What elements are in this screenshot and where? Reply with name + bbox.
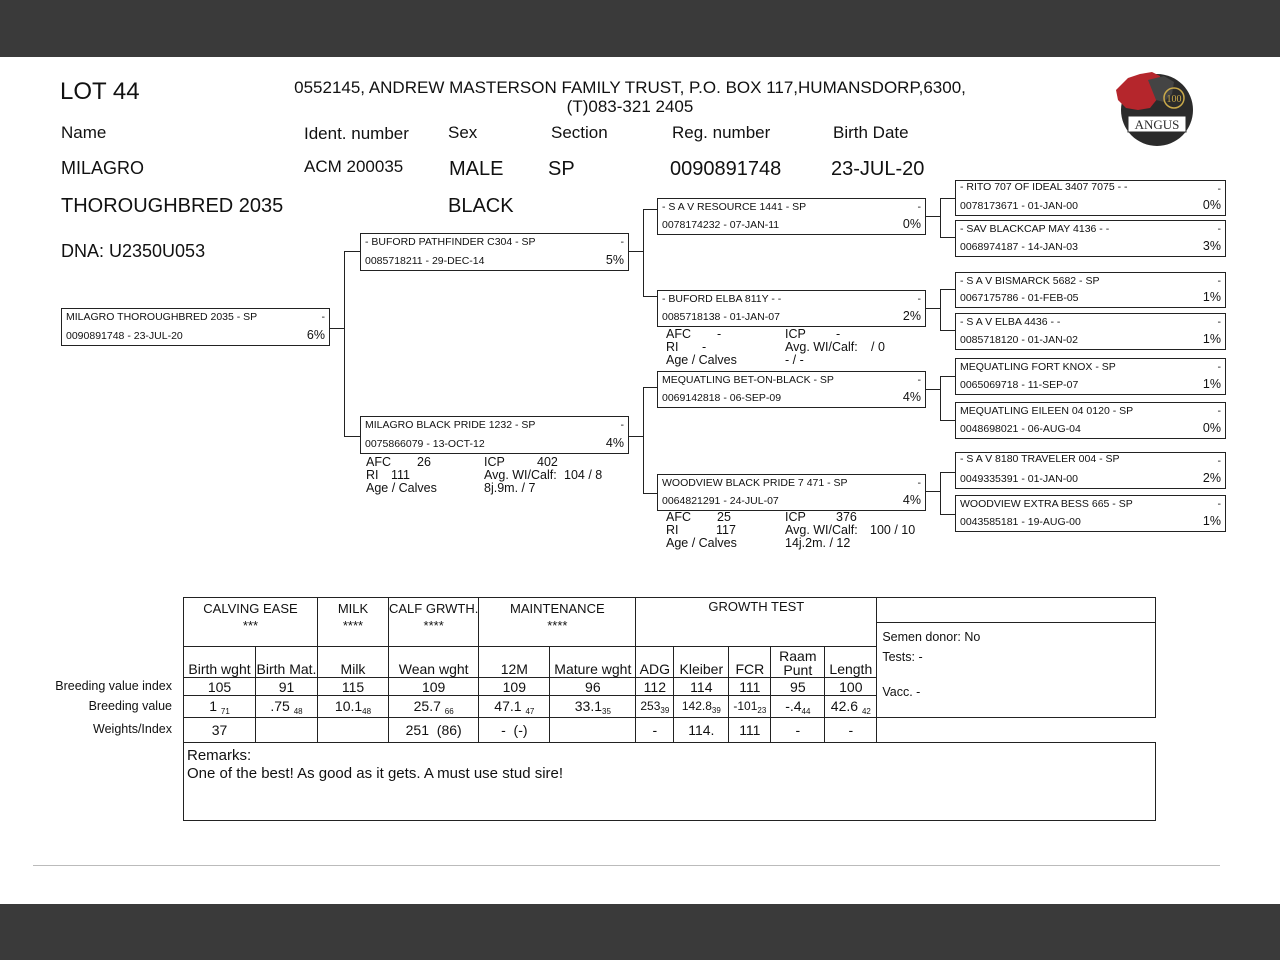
pedigree-dash: - bbox=[1217, 361, 1221, 373]
pedigree-reg: 0078173671 - 01-JAN-00 bbox=[960, 200, 1078, 212]
pedigree-box-sire-dam bbox=[657, 290, 926, 327]
connector bbox=[940, 237, 955, 238]
col-birth-mat: Birth Mat. bbox=[256, 647, 318, 678]
pedigree-dash: - bbox=[1217, 405, 1221, 417]
pedigree-box-subject bbox=[61, 308, 330, 346]
bv-cell: 25.7 $_{66}$ bbox=[389, 696, 479, 718]
perf-afc: 26 bbox=[417, 455, 431, 469]
col-12m: 12M bbox=[479, 647, 550, 678]
index-cell: 95 bbox=[771, 678, 825, 696]
perf-icp: 376 bbox=[836, 510, 857, 524]
pedigree-dash: - bbox=[620, 236, 624, 248]
perf-age-label: Age / Calves bbox=[366, 481, 437, 495]
perf-avg: / 0 bbox=[871, 340, 885, 354]
pedigree-name: - BUFORD PATHFINDER C304 - SP bbox=[365, 236, 536, 248]
calf-stars: **** bbox=[423, 618, 444, 633]
pedigree-pct: 1% bbox=[1202, 290, 1221, 304]
col-wean-wght: Wean wght bbox=[389, 647, 479, 678]
connector bbox=[344, 436, 360, 437]
index-cell: 109 bbox=[389, 678, 479, 696]
tests: Tests: - bbox=[882, 650, 923, 664]
connector bbox=[940, 289, 955, 290]
pedigree-pct: 0% bbox=[1202, 198, 1221, 212]
pedigree-dash: - bbox=[620, 419, 624, 431]
pedigree-reg: 0064821291 - 24-JUL-07 bbox=[662, 495, 779, 507]
group-growth-test bbox=[636, 598, 877, 647]
weight-cell bbox=[256, 718, 318, 743]
pedigree-name: - S A V RESOURCE 1441 - SP bbox=[662, 201, 807, 213]
pedigree-pct: 2% bbox=[1202, 471, 1221, 485]
pedigree-dash: - bbox=[917, 374, 921, 386]
pedigree-dash: - bbox=[917, 477, 921, 489]
perf-age: - / - bbox=[785, 353, 804, 367]
reg-value: 0090891748 bbox=[670, 158, 782, 180]
birth-label: Birth Date bbox=[833, 123, 909, 142]
pedigree-dash: - bbox=[1217, 316, 1221, 328]
perf-icp: - bbox=[836, 327, 841, 341]
milk-stars: **** bbox=[342, 618, 364, 633]
connector bbox=[643, 493, 657, 494]
remarks-cell bbox=[184, 743, 1156, 821]
index-cell: 109 bbox=[479, 678, 550, 696]
group-milk-label: MILK bbox=[337, 601, 369, 616]
bv-cell: 42.6 $_{42}$ bbox=[825, 696, 877, 718]
pedigree-reg: 0067175786 - 01-FEB-05 bbox=[960, 292, 1079, 304]
row-label-bv: Breeding value bbox=[88, 699, 172, 713]
pedigree-pct: 0% bbox=[902, 217, 921, 231]
perf-ri-label: RI bbox=[666, 523, 679, 537]
perf-avg: 104 / 8 bbox=[564, 468, 603, 482]
pedigree-name: - S A V ELBA 4436 - - bbox=[960, 316, 1061, 328]
lot-number: LOT 44 bbox=[60, 78, 140, 105]
connector bbox=[925, 491, 940, 492]
col-milk: Milk bbox=[318, 647, 389, 678]
connector bbox=[925, 389, 940, 390]
connector bbox=[925, 308, 940, 309]
perf-afc-label: AFC bbox=[666, 510, 691, 524]
weight-cell: - bbox=[771, 718, 825, 743]
animal-name-line-1: MILAGRO bbox=[61, 158, 145, 178]
perf-ri-label: RI bbox=[366, 468, 379, 482]
perf-afc: - bbox=[717, 327, 722, 341]
perf-afc-label: AFC bbox=[366, 455, 391, 469]
pedigree-name: MILAGRO THOROUGHBRED 2035 - SP bbox=[66, 311, 258, 323]
perf-avg-label: Avg. WI/Calf: bbox=[785, 340, 858, 354]
ident-label: Ident. number bbox=[304, 124, 409, 143]
perf-dam-dam bbox=[666, 511, 926, 553]
pedigree-pct: 1% bbox=[1202, 332, 1221, 346]
section-label: Section bbox=[551, 123, 608, 142]
pedigree-box-sire-sire bbox=[657, 198, 926, 235]
bottom-bar bbox=[0, 904, 1280, 960]
birth-value: 23-JUL-20 bbox=[831, 158, 925, 180]
bv-cell: $142.8_{39}$ bbox=[674, 696, 729, 718]
divider bbox=[33, 865, 1220, 866]
side-info bbox=[877, 598, 1156, 718]
group-maint-label: MAINTENANCE bbox=[510, 601, 605, 616]
perf-icp: 402 bbox=[537, 455, 558, 469]
connector bbox=[344, 251, 360, 252]
color-value: BLACK bbox=[448, 195, 514, 217]
connector bbox=[643, 296, 657, 297]
pedigree-box-dam-dam bbox=[657, 474, 926, 511]
pedigree-pct: 3% bbox=[1202, 239, 1221, 253]
pedigree-dash: - bbox=[917, 293, 921, 305]
bv-cell: $253_{39}$ bbox=[636, 696, 674, 718]
connector bbox=[940, 376, 941, 420]
pedigree-dash: - bbox=[321, 311, 325, 323]
pedigree-name: WOODVIEW EXTRA BESS 665 - SP bbox=[960, 498, 1133, 510]
remarks-label: Remarks: bbox=[187, 747, 252, 764]
connector bbox=[628, 251, 643, 252]
vaccination: Vacc. - bbox=[882, 685, 921, 699]
pedigree-reg: 0085718120 - 01-JAN-02 bbox=[960, 334, 1078, 346]
pedigree-name: - S A V BISMARCK 5682 - SP bbox=[960, 275, 1100, 287]
col-raam-punt: Raam Punt bbox=[771, 647, 825, 678]
bv-cell: 47.1 $_{47}$ bbox=[479, 696, 550, 718]
col-birth-wght: Birth wght bbox=[184, 647, 256, 678]
remarks-text: One of the best! As good as it gets. A must use stud sire! bbox=[187, 765, 564, 782]
semen-donor: Semen donor: No bbox=[882, 630, 981, 644]
calving-stars: *** bbox=[242, 618, 259, 633]
connector bbox=[940, 472, 941, 514]
connector bbox=[925, 216, 940, 217]
pedigree-reg: 0043585181 - 19-AUG-00 bbox=[960, 516, 1081, 528]
pedigree-pct: 1% bbox=[1202, 514, 1221, 528]
connector bbox=[643, 387, 657, 388]
index-cell: 112 bbox=[636, 678, 674, 696]
pedigree-reg: 0085718211 - 29-DEC-14 bbox=[365, 255, 485, 267]
col-adg: ADG bbox=[636, 647, 674, 678]
weight-cell: - bbox=[825, 718, 877, 743]
weight-cell: 111 bbox=[729, 718, 771, 743]
pedigree-dash: - bbox=[917, 201, 921, 213]
sex-label: Sex bbox=[448, 123, 478, 142]
weight-cell: 114. bbox=[674, 718, 729, 743]
perf-sire-dam bbox=[666, 328, 926, 370]
group-calf-label: CALF GRWTH. bbox=[389, 601, 479, 616]
logo-badge: 100 bbox=[1166, 94, 1182, 105]
pedigree-box-sire bbox=[360, 233, 629, 271]
pedigree-pct: 4% bbox=[902, 390, 921, 404]
pedigree-box-gg3 bbox=[955, 272, 1226, 308]
pedigree-reg: 0068974187 - 14-JAN-03 bbox=[960, 241, 1078, 253]
index-cell: 111 bbox=[729, 678, 771, 696]
group-growth-label: GROWTH TEST bbox=[708, 599, 805, 614]
perf-dam bbox=[366, 456, 626, 498]
reg-label: Reg. number bbox=[672, 123, 771, 142]
connector bbox=[643, 209, 644, 296]
connector bbox=[940, 514, 955, 515]
group-milk bbox=[318, 598, 389, 647]
weights-row bbox=[184, 718, 1156, 743]
group-calving-label: CALVING EASE bbox=[203, 601, 298, 616]
weight-cell: 37 bbox=[184, 718, 256, 743]
perf-afc: 25 bbox=[717, 510, 731, 524]
connector bbox=[940, 289, 941, 330]
connector bbox=[643, 209, 657, 210]
group-calf-growth bbox=[389, 598, 479, 647]
connector bbox=[940, 420, 955, 421]
angus-logo bbox=[1112, 68, 1196, 148]
pedigree-pct: 5% bbox=[605, 253, 624, 267]
perf-avg: 100 / 10 bbox=[870, 523, 916, 537]
index-cell: 96 bbox=[550, 678, 636, 696]
weight-cell: 251 (86) bbox=[389, 718, 479, 743]
pedigree-pct: 1% bbox=[1202, 377, 1221, 391]
perf-ri-label: RI bbox=[666, 340, 679, 354]
pedigree-reg: 0065069718 - 11-SEP-07 bbox=[960, 379, 1079, 391]
perf-ri: 111 bbox=[391, 468, 411, 482]
perf-avg-label: Avg. WI/Calf: bbox=[484, 468, 557, 482]
pedigree-dash: - bbox=[1217, 455, 1221, 467]
pedigree-reg: 0085718138 - 01-JAN-07 bbox=[662, 311, 780, 323]
connector bbox=[940, 330, 955, 331]
pedigree-reg: 0049335391 - 01-JAN-00 bbox=[960, 473, 1078, 485]
pedigree-box-dam bbox=[360, 416, 629, 454]
connector bbox=[643, 387, 644, 493]
breeding-value-table bbox=[183, 597, 1156, 821]
connector bbox=[940, 376, 955, 377]
pedigree-pct: 4% bbox=[902, 493, 921, 507]
bv-cell: $10.1_{48}$ bbox=[318, 696, 389, 718]
pedigree-dash: - bbox=[1217, 183, 1221, 195]
pedigree-box-gg8 bbox=[955, 495, 1226, 532]
index-cell: 91 bbox=[256, 678, 318, 696]
col-kleiber: Kleiber bbox=[674, 647, 729, 678]
pedigree-reg: 0048698021 - 06-AUG-04 bbox=[960, 423, 1081, 435]
sex-value: MALE bbox=[449, 158, 504, 180]
pedigree-box-gg6 bbox=[955, 402, 1226, 439]
pedigree-dash: - bbox=[1217, 223, 1221, 235]
group-calving-ease bbox=[184, 598, 318, 647]
ident-value: ACM 200035 bbox=[304, 157, 404, 176]
weight-cell bbox=[550, 718, 636, 743]
pedigree-box-gg1 bbox=[955, 180, 1226, 216]
col-fcr: FCR bbox=[729, 647, 771, 678]
index-cell: 100 bbox=[825, 678, 877, 696]
bv-cell: $-.4_{44}$ bbox=[771, 696, 825, 718]
pedigree-reg: 0069142818 - 06-SEP-09 bbox=[662, 392, 782, 404]
connector bbox=[940, 198, 941, 237]
index-cell: 114 bbox=[674, 678, 729, 696]
connector bbox=[329, 328, 344, 329]
group-maintenance bbox=[479, 598, 636, 647]
connector bbox=[344, 251, 345, 436]
perf-age-label: Age / Calves bbox=[666, 353, 737, 367]
pedigree-reg: 0075866079 - 13-OCT-12 bbox=[365, 438, 485, 450]
pedigree-box-gg7 bbox=[955, 452, 1226, 489]
weight-cell: - bbox=[636, 718, 674, 743]
pedigree-name: MEQUATLING FORT KNOX - SP bbox=[960, 361, 1116, 373]
pedigree-name: - SAV BLACKCAP MAY 4136 - - bbox=[960, 223, 1110, 235]
connector bbox=[628, 436, 643, 437]
pedigree-name: MEQUATLING EILEEN 04 0120 - SP bbox=[960, 405, 1134, 417]
perf-afc-label: AFC bbox=[666, 327, 691, 341]
pedigree-name: - S A V 8180 TRAVELER 004 - SP bbox=[960, 453, 1120, 465]
row-label-weights: Weights/Index bbox=[93, 722, 172, 736]
index-cell: 115 bbox=[318, 678, 389, 696]
perf-age-label: Age / Calves bbox=[666, 536, 737, 550]
pedigree-box-gg2 bbox=[955, 220, 1226, 257]
pedigree-pct: 6% bbox=[306, 328, 325, 342]
side-spacer bbox=[877, 598, 1155, 623]
pedigree-reg: 0090891748 - 23-JUL-20 bbox=[66, 330, 183, 342]
pedigree-box-gg5 bbox=[955, 358, 1226, 395]
pedigree-pct: 2% bbox=[902, 309, 921, 323]
row-label-index: Breeding value index bbox=[55, 679, 172, 693]
perf-ri: - bbox=[702, 340, 707, 354]
connector bbox=[940, 198, 955, 199]
top-bar bbox=[0, 0, 1280, 57]
dna-value: DNA: U2350U053 bbox=[61, 241, 206, 261]
pedigree-box-gg4 bbox=[955, 313, 1226, 350]
weight-cell bbox=[318, 718, 389, 743]
owner-line-1: 0552145, ANDREW MASTERSON FAMILY TRUST, P.O. BOX 117,HUMANSDORP,6300, bbox=[294, 78, 966, 97]
bv-cell: $-101_{23}$ bbox=[729, 696, 771, 718]
perf-age: 8j.9m. / 7 bbox=[484, 481, 536, 495]
logo-text: ANGUS bbox=[1134, 117, 1180, 132]
bv-cell: 1 $_{71}$ bbox=[184, 696, 256, 718]
bv-cell: $33.1_{35}$ bbox=[550, 696, 636, 718]
pedigree-dash: - bbox=[1217, 498, 1221, 510]
pedigree-name: - BUFORD ELBA 811Y - - bbox=[662, 293, 782, 305]
pedigree-name: MILAGRO BLACK PRIDE 1232 - SP bbox=[365, 419, 536, 431]
section-value: SP bbox=[548, 158, 575, 180]
index-cell: 105 bbox=[184, 678, 256, 696]
pedigree-reg: 0078174232 - 07-JAN-11 bbox=[662, 219, 780, 231]
owner-line-2: (T)083-321 2405 bbox=[566, 97, 694, 116]
bv-cell: .75 $_{48}$ bbox=[256, 696, 318, 718]
pedigree-name: - RITO 707 OF IDEAL 3407 7075 - - bbox=[960, 181, 1128, 193]
perf-avg-label: Avg. WI/Calf: bbox=[785, 523, 858, 537]
weight-cell: - (-) bbox=[479, 718, 550, 743]
perf-icp-label: ICP bbox=[785, 327, 806, 341]
connector bbox=[940, 472, 955, 473]
perf-age: 14j.2m. / 12 bbox=[785, 536, 851, 550]
col-length: Length bbox=[825, 647, 877, 678]
pedigree-name: WOODVIEW BLACK PRIDE 7 471 - SP bbox=[662, 477, 848, 489]
perf-icp-label: ICP bbox=[484, 455, 505, 469]
perf-ri: 117 bbox=[716, 523, 736, 537]
animal-name-line-2: THOROUGHBRED 2035 bbox=[61, 195, 284, 217]
pedigree-pct: 4% bbox=[605, 436, 624, 450]
pedigree-pct: 0% bbox=[1202, 421, 1221, 435]
pedigree-dash: - bbox=[1217, 275, 1221, 287]
pedigree-box-dam-sire bbox=[657, 371, 926, 408]
perf-icp-label: ICP bbox=[785, 510, 806, 524]
col-mature-wght: Mature wght bbox=[550, 647, 636, 678]
pedigree-name: MEQUATLING BET-ON-BLACK - SP bbox=[662, 374, 834, 386]
maint-stars: **** bbox=[547, 618, 568, 633]
name-label: Name bbox=[61, 123, 107, 142]
